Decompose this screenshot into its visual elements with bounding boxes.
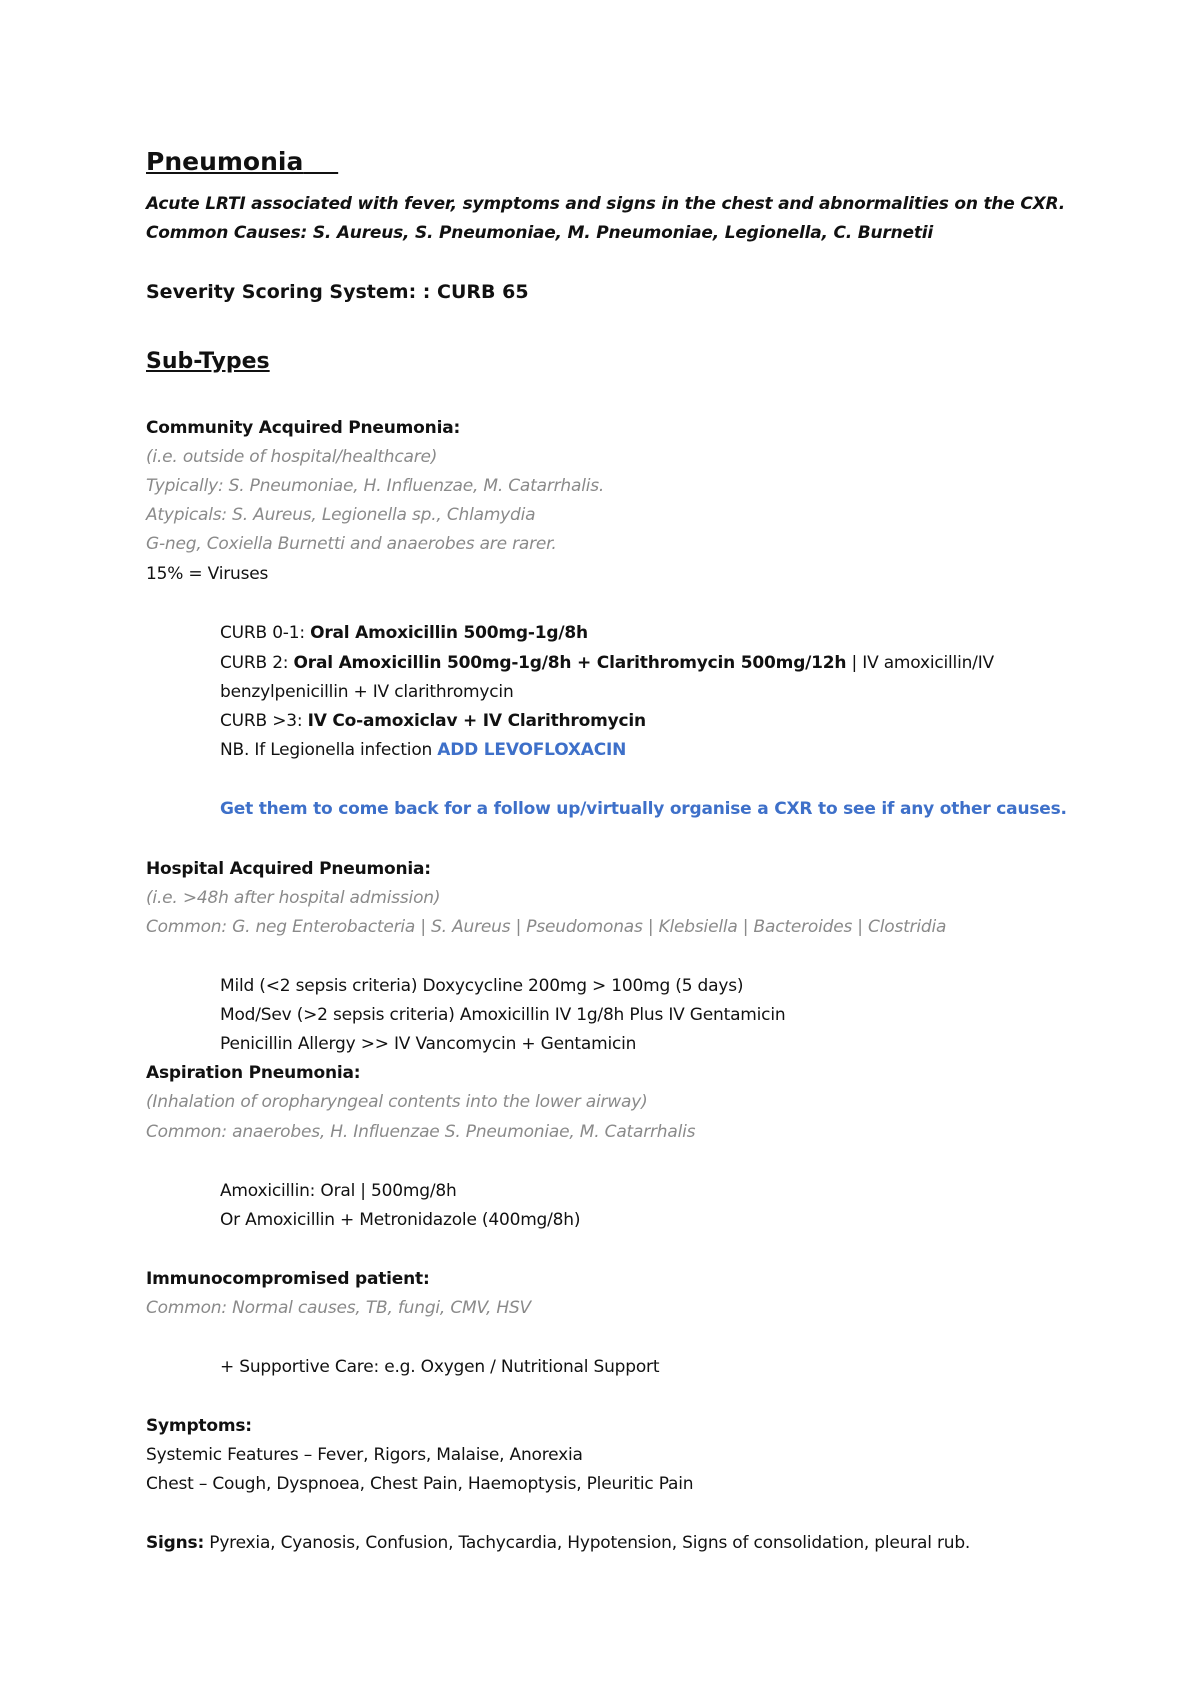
cap-atypical: Atypicals: S. Aureus, Legionella sp., Chlamydia	[146, 505, 536, 525]
symptoms-heading: Symptoms:	[146, 1416, 252, 1436]
cap-curb2: CURB 2: Oral Amoxicillin 500mg-1g/8h + Clarithromycin 500mg/12h | IV amoxicillin/IV	[220, 653, 994, 673]
hap-mild: Mild (<2 sepsis criteria) Doxycycline 200mg > 100mg (5 days)	[220, 976, 744, 996]
symptoms-systemic: Systemic Features – Fever, Rigors, Malaise, Anorexia	[146, 1445, 583, 1465]
symptoms-chest: Chest – Cough, Dyspnoea, Chest Pain, Haemoptysis, Pleuritic Pain	[146, 1474, 694, 1494]
subtypes-heading: Sub-Types	[146, 349, 270, 374]
cap-heading: Community Acquired Pneumonia:	[146, 418, 461, 438]
asp-tx1: Amoxicillin: Oral | 500mg/8h	[220, 1181, 457, 1201]
cap-typical: Typically: S. Pneumoniae, H. Influenzae, M. Catarrhalis.	[146, 476, 605, 496]
asp-common: Common: anaerobes, H. Influenzae S. Pneumoniae, M. Catarrhalis	[146, 1122, 696, 1142]
asp-note: (Inhalation of oropharyngeal contents into the lower airway)	[146, 1092, 648, 1112]
cap-nb: NB. If Legionella infection ADD LEVOFLOXACIN	[220, 740, 627, 760]
hap-heading: Hospital Acquired Pneumonia:	[146, 859, 431, 879]
cap-curb01: CURB 0-1: Oral Amoxicillin 500mg-1g/8h	[220, 623, 588, 643]
cap-curb2-cont: benzylpenicillin + IV clarithromycin	[220, 682, 514, 702]
definition: Acute LRTI associated with fever, symptoms and signs in the chest and abnormalities on the CXR.	[146, 194, 1065, 214]
cap-note: (i.e. outside of hospital/healthcare)	[146, 447, 438, 467]
immuno-care: + Supportive Care: e.g. Oxygen / Nutritional Support	[220, 1357, 660, 1377]
cap-viruses: 15% = Viruses	[146, 564, 269, 584]
severity-scoring: Severity Scoring System: : CURB 65	[146, 281, 529, 303]
hap-note: (i.e. >48h after hospital admission)	[146, 888, 441, 908]
signs: Signs: Pyrexia, Cyanosis, Confusion, Tachycardia, Hypotension, Signs of consolidation, pleural rub.	[146, 1533, 971, 1553]
hap-common: Common: G. neg Enterobacteria | S. Aureus | Pseudomonas | Klebsiella | Bacteroides | Clostridia	[146, 917, 947, 937]
hap-modsev: Mod/Sev (>2 sepsis criteria) Amoxicillin IV 1g/8h Plus IV Gentamicin	[220, 1005, 786, 1025]
common-causes: Common Causes: S. Aureus, S. Pneumoniae, M. Pneumoniae, Legionella, C. Burnetii	[146, 223, 933, 243]
asp-heading: Aspiration Pneumonia:	[146, 1063, 361, 1083]
immuno-common: Common: Normal causes, TB, fungi, CMV, HSV	[146, 1298, 531, 1318]
immuno-heading: Immunocompromised patient:	[146, 1269, 430, 1289]
page-title: Pneumonia	[146, 147, 304, 176]
hap-allergy: Penicillin Allergy >> IV Vancomycin + Gentamicin	[220, 1034, 637, 1054]
cap-followup: Get them to come back for a follow up/virtually organise a CXR to see if any other causes.	[220, 799, 1067, 819]
asp-tx2: Or Amoxicillin + Metronidazole (400mg/8h)	[220, 1210, 581, 1230]
cap-rare: G-neg, Coxiella Burnetti and anaerobes are rarer.	[146, 534, 557, 554]
cap-curb3: CURB >3: IV Co-amoxiclav + IV Clarithromycin	[220, 711, 646, 731]
